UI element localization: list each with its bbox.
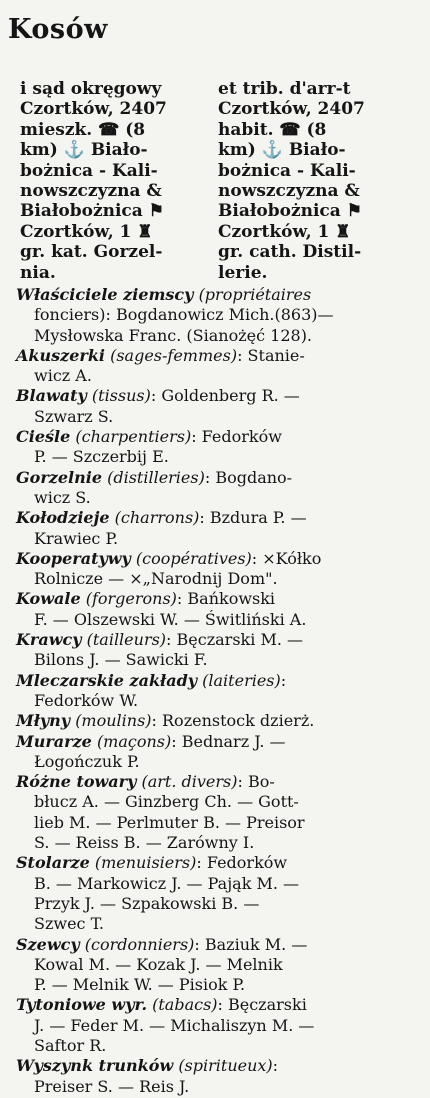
- entry-names: : Fedorków: [196, 853, 288, 873]
- category-french: (propriétaires: [198, 285, 312, 304]
- directory-entry: [16, 711, 414, 731]
- intro-line: nowszczyzna &: [20, 181, 162, 202]
- category-name: Szewcy: [16, 934, 80, 954]
- category-french: (tissus): [91, 386, 151, 406]
- entry-first-line: [16, 772, 414, 792]
- intro-polish-column: [20, 79, 210, 283]
- entry-continuation-line: S. — Reiss B. — Zarówny I.: [34, 833, 255, 853]
- intro-line: km) ⚓ Biało-: [218, 140, 346, 161]
- directory-entry: [16, 671, 414, 712]
- category-french: (distilleries): [107, 467, 205, 487]
- intro-line: Czortków, 1 ♜: [218, 221, 351, 242]
- entry-continuation-line: Preiser S. — Reis J.: [34, 1076, 190, 1096]
- category-name: Kowale: [16, 589, 81, 609]
- entry-names: : Baziuk M. —: [194, 934, 308, 954]
- directory-entry: [16, 995, 414, 1056]
- category-name: Kołodzieje: [16, 508, 110, 528]
- category-name: Blawaty: [16, 386, 87, 406]
- entry-continuation-line: błucz A. — Ginzberg Ch. — Gott-: [34, 792, 299, 812]
- entry-names: : Bogdano-: [204, 467, 293, 487]
- entry-first-line: [16, 732, 414, 752]
- directory-entry: [16, 589, 414, 630]
- entry-first-line: [16, 549, 414, 569]
- entry-continuation-line: J. — Feder M. — Michaliszyn M. —: [34, 1015, 315, 1035]
- intro-line: gr. kat. Gorzel-: [20, 242, 163, 263]
- directory-entry: [16, 630, 414, 671]
- entry-first-line: [16, 1056, 414, 1076]
- intro-line: Czortków, 2407: [218, 99, 365, 120]
- category-french: (tailleurs): [86, 630, 167, 650]
- entry-names: : Bzdura P. —: [199, 508, 307, 528]
- directory-entry: [16, 772, 414, 853]
- intro-line: i sąd okręgowy: [20, 79, 162, 99]
- directory-entry: [16, 386, 414, 427]
- entry-names: :: [272, 1056, 279, 1076]
- entry-continuation-line: Rolnicze — ×„Narodnij Dom".: [34, 569, 278, 589]
- entry-continuation-line: Bilons J. — Sawicki F.: [34, 650, 208, 670]
- intro-line: Czortków, 1 ♜: [20, 221, 153, 242]
- entry-continuation-line: Szwarz S.: [34, 406, 114, 426]
- directory-entries: [16, 285, 414, 1097]
- entry-names: : Bęczarski M. —: [166, 630, 303, 650]
- intro-line: nowszczyzna &: [218, 181, 360, 202]
- entry-continuation-line: Przyk J. — Szpakowski B. —: [34, 893, 260, 913]
- entry-names: : Bednarz J. —: [171, 731, 286, 751]
- entry-names: : Bańkowski: [176, 589, 276, 609]
- category-name: Gorzelnie: [16, 467, 102, 487]
- category-french: (maçons): [96, 731, 172, 751]
- entry-continuation-line: Kowal M. — Kozak J. — Melnik: [34, 954, 283, 974]
- entry-continuation-line: Mysłowska Franc. (Sianożęć 128).: [34, 325, 313, 345]
- directory-entry: [16, 935, 414, 996]
- intro-line: Białobożnica ⚑: [218, 201, 362, 222]
- directory-entry: [16, 1056, 414, 1097]
- directory-entry: [16, 285, 414, 346]
- category-french: (charrons): [114, 508, 200, 528]
- entry-continuation-line: P. — Szczerbij E.: [34, 447, 169, 467]
- category-french: (art. divers): [141, 772, 238, 792]
- category-french: (charpentiers): [75, 427, 192, 447]
- category-name: Młyny: [16, 711, 71, 731]
- category-name: Tytoniowe wyr.: [16, 995, 148, 1015]
- entry-names: : Rozenstock dzierż.: [151, 711, 315, 731]
- entry-continuation-line: Szwec T.: [34, 914, 105, 934]
- category-french: (cordonniers): [84, 934, 195, 954]
- intro-line: km) ⚓ Biało-: [20, 140, 148, 161]
- directory-entry: [16, 346, 414, 387]
- entry-continuation-line: wicz A.: [34, 366, 92, 386]
- entry-continuation-line: lieb M. — Perlmuter B. — Preisor: [34, 812, 305, 832]
- entry-continuation-line: F. — Olszewski W. — Świtliński A.: [34, 609, 307, 629]
- intro-line: et trib. d'arr-t: [218, 79, 351, 99]
- category-name: Krawcy: [16, 630, 82, 650]
- category-name: Kooperatywy: [16, 548, 131, 568]
- intro-line: bożnica - Kali-: [218, 160, 356, 181]
- intro-line: mieszk. ☎ (8: [20, 119, 146, 140]
- entry-first-line: [16, 285, 414, 305]
- entry-names: : Goldenberg R. —: [150, 386, 300, 406]
- entry-continuation-line: B. — Markowicz J. — Pająk M. —: [34, 873, 300, 893]
- intro-line: habit. ☎ (8: [218, 119, 327, 140]
- directory-entry: [16, 549, 414, 590]
- entry-first-line: [16, 386, 414, 406]
- entry-first-line: [16, 711, 414, 731]
- intro-line: gr. cath. Distil-: [218, 242, 362, 263]
- directory-entry: [16, 508, 414, 549]
- directory-entry: [16, 732, 414, 773]
- entry-continuation-line: Saftor R.: [34, 1035, 107, 1055]
- category-name: Stolarze: [16, 853, 90, 873]
- directory-entry: [16, 427, 414, 468]
- intro-line: Białobożnica ⚑: [20, 201, 164, 222]
- entry-first-line: [16, 589, 414, 609]
- category-name: Mleczarskie zakłady: [16, 670, 198, 690]
- intro-line: lerie.: [218, 262, 268, 283]
- entry-first-line: [16, 346, 414, 366]
- entry-names: : Fedorków: [191, 427, 282, 447]
- category-name: Akuszerki: [16, 345, 105, 365]
- entry-continuation-line: P. — Melnik W. — Pisiok P.: [34, 975, 246, 995]
- entry-continuation-line: Fedorków W.: [34, 690, 139, 710]
- entry-names: : Bo-: [237, 772, 275, 792]
- category-french: (menuisiers): [94, 853, 197, 873]
- entry-continuation-line: fonciers): Bogdanowicz Mich.(863)—: [34, 305, 334, 325]
- entry-first-line: [16, 935, 414, 955]
- directory-entry: [16, 853, 414, 934]
- intro-french-column: [218, 79, 408, 283]
- entry-first-line: [16, 995, 414, 1015]
- category-name: Cieśle: [16, 427, 71, 447]
- category-french: (laiteries): [202, 670, 281, 690]
- intro-line: Czortków, 2407: [20, 99, 167, 120]
- category-name: Murarze: [16, 731, 92, 751]
- entry-first-line: [16, 427, 414, 447]
- entry-continuation-line: wicz S.: [34, 487, 91, 507]
- intro-line: nia.: [20, 262, 56, 283]
- category-french: (moulins): [75, 711, 152, 731]
- category-name: Różne towary: [16, 772, 137, 792]
- category-french: (tabacs): [152, 995, 218, 1015]
- entry-first-line: [16, 468, 414, 488]
- page-title: Kosów: [8, 14, 108, 45]
- entry-first-line: [16, 853, 414, 873]
- entry-first-line: [16, 630, 414, 650]
- entry-first-line: [16, 508, 414, 528]
- entry-continuation-line: Łogończuk P.: [34, 751, 140, 771]
- category-name: Właściciele ziemscy: [16, 285, 194, 304]
- intro-line: bożnica - Kali-: [20, 160, 158, 181]
- entry-names: : Bęczarski: [217, 995, 307, 1015]
- entry-names: :: [280, 670, 287, 690]
- entry-names: : Stanie-: [237, 345, 305, 365]
- category-name: Wyszynk trunków: [16, 1056, 174, 1076]
- entry-names: : ×Kółko: [251, 548, 322, 568]
- directory-entry: [16, 468, 414, 509]
- category-french: (coopératives): [135, 548, 252, 568]
- entry-continuation-line: Krawiec P.: [34, 528, 119, 548]
- category-french: (sages-femmes): [110, 345, 238, 365]
- entry-first-line: [16, 671, 414, 691]
- category-french: (spiritueux): [178, 1056, 273, 1076]
- category-french: (forgerons): [85, 589, 177, 609]
